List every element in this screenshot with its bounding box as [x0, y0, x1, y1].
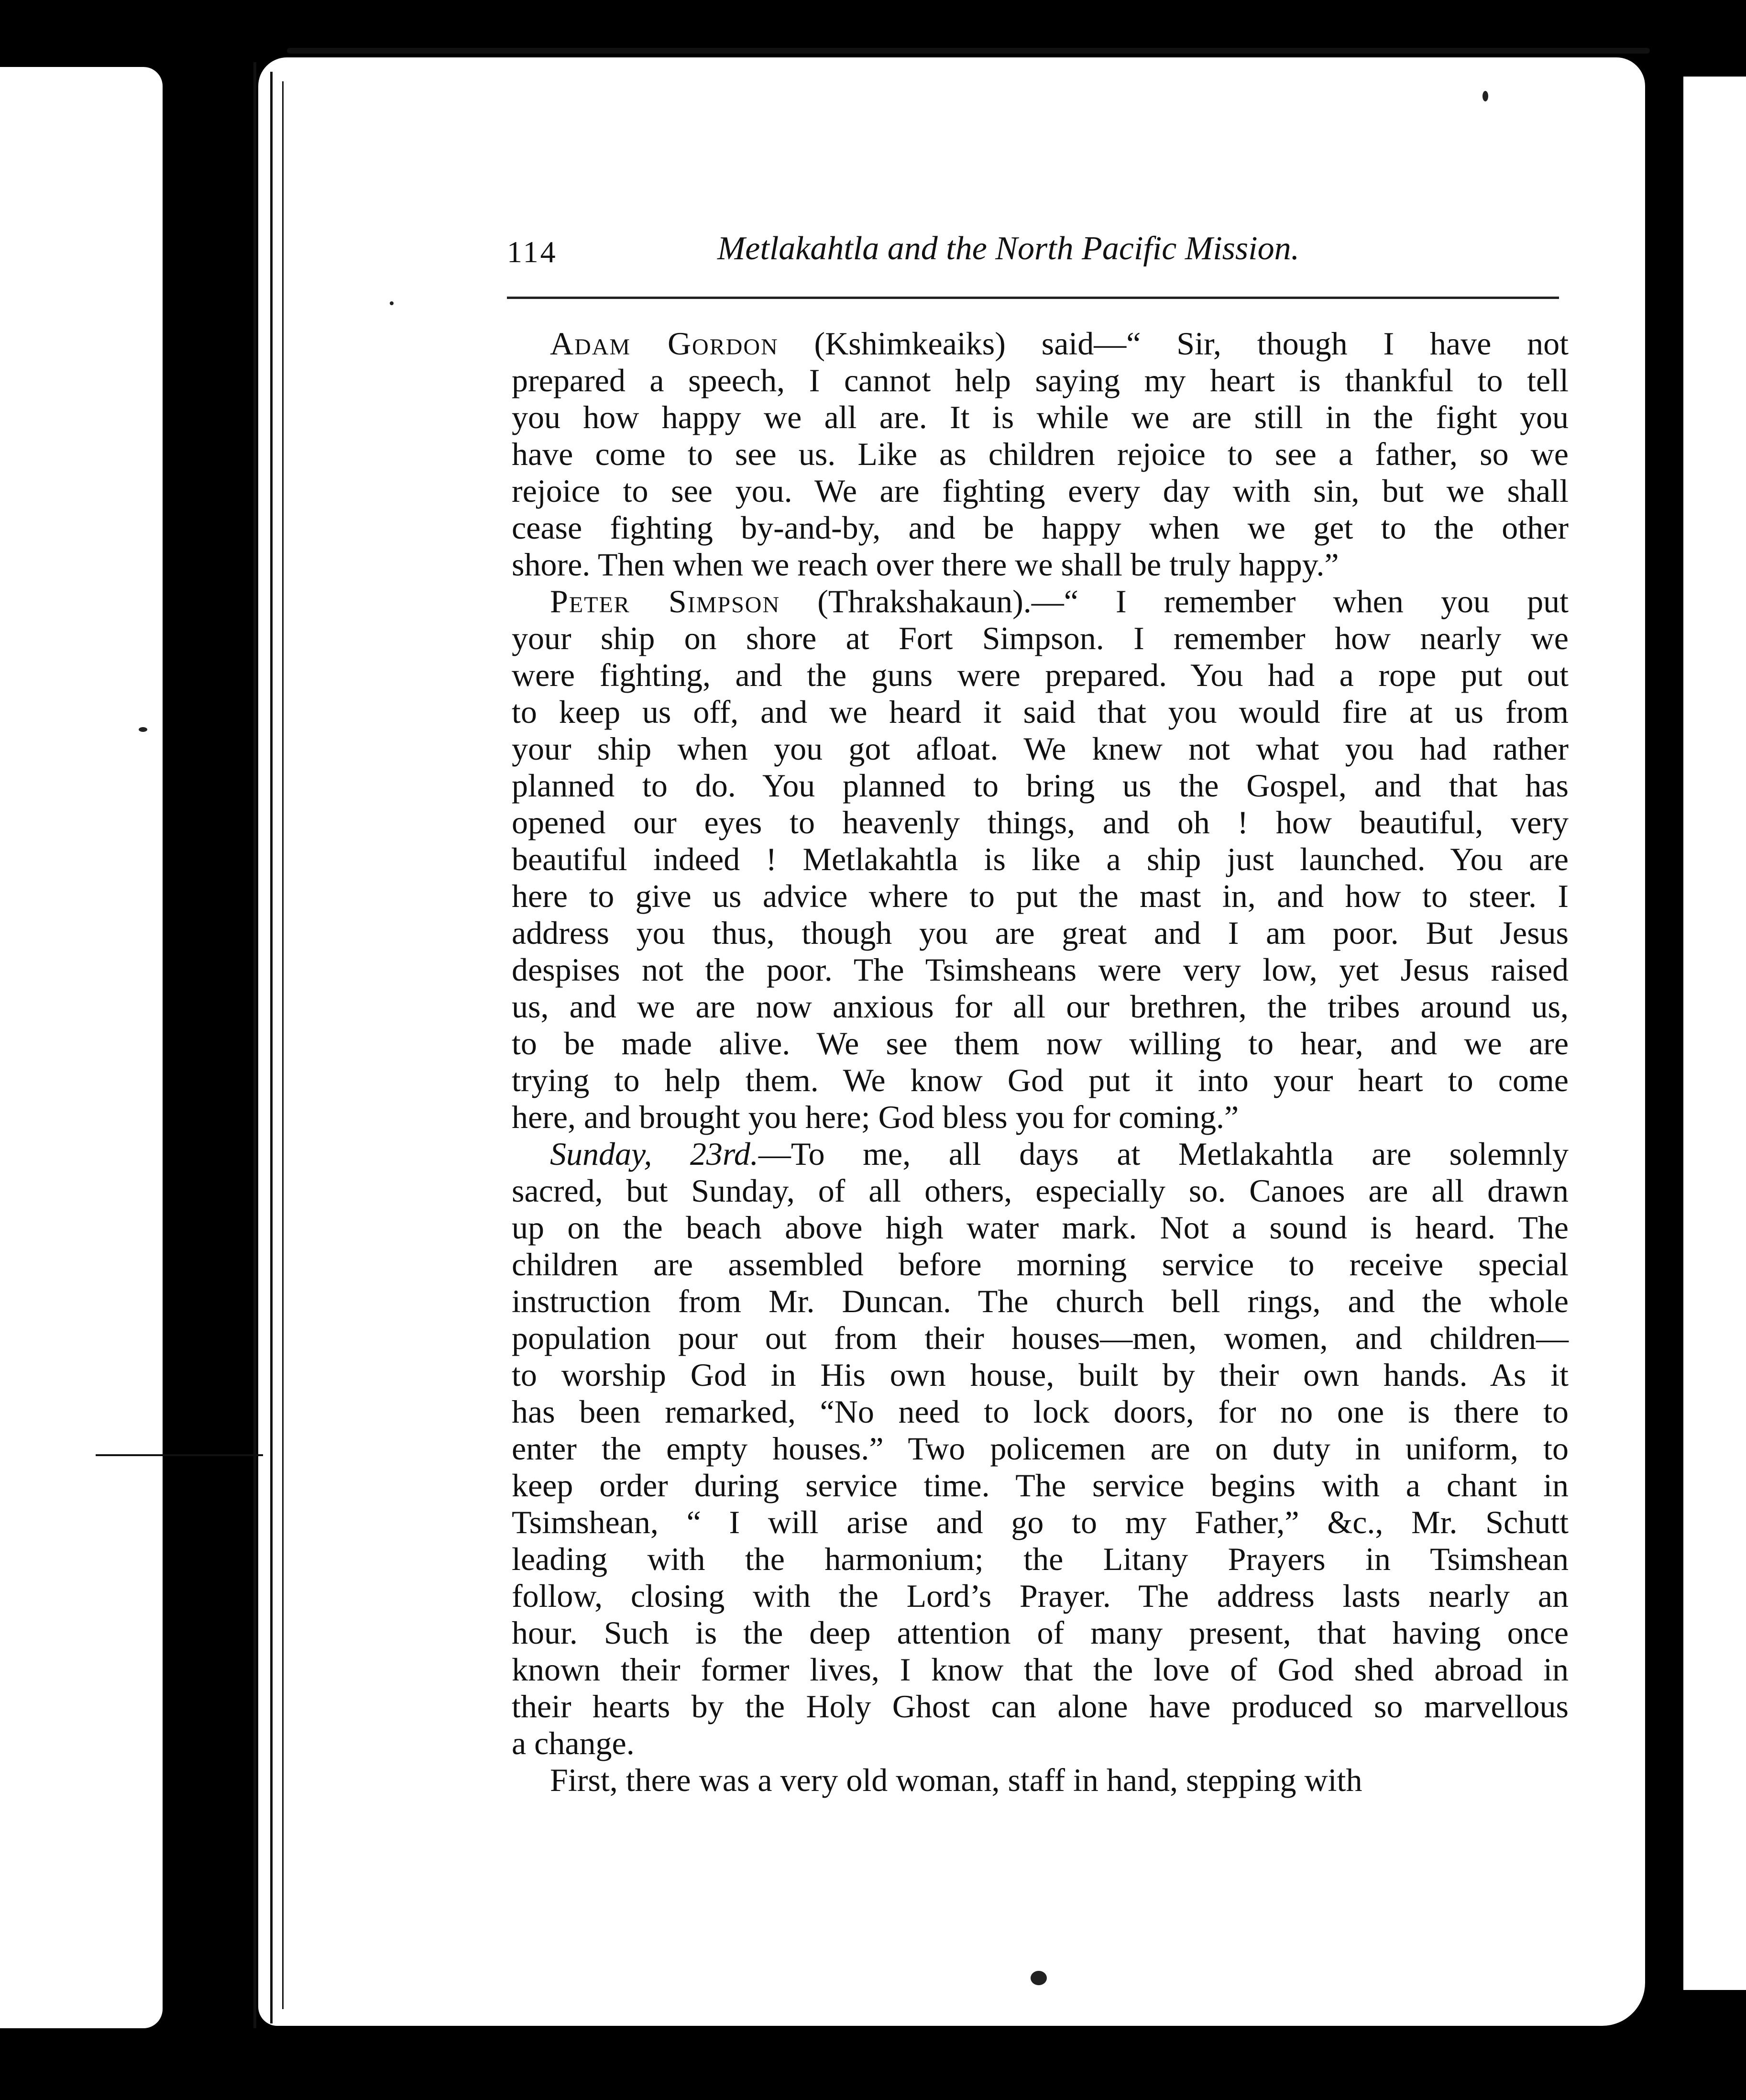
line-text: beautiful indeed ! Metlakahtla is like a ship just launched. You are	[512, 841, 1569, 877]
line-text: hour. Such is the deep attention of many present, that having once	[512, 1614, 1569, 1651]
line-text: your ship when you got afloat. We knew not what you had rather	[512, 730, 1569, 767]
text-line	[512, 1172, 1569, 1209]
text-line	[512, 1541, 1569, 1578]
text-line	[512, 473, 1569, 509]
speaker-name: Adam Gordon	[550, 325, 779, 362]
line-text: you how happy we all are. It is while we are still in the fight you	[512, 399, 1569, 435]
adjacent-page-edge-left	[0, 67, 163, 2028]
text-line	[512, 1578, 1569, 1614]
line-text: to be made alive. We see them now willing to hear, and we are	[512, 1025, 1569, 1061]
line-text: sacred, but Sunday, of all others, especially so. Canoes are all drawn	[512, 1172, 1569, 1209]
text-line	[512, 804, 1569, 841]
line-text: to worship God in His own house, built by their own hands. As it	[512, 1357, 1569, 1393]
line-text: children are assembled before morning service to receive special	[512, 1246, 1569, 1282]
date-heading: Sunday, 23rd.	[550, 1136, 758, 1172]
text-line	[512, 1246, 1569, 1283]
line-text: were fighting, and the guns were prepared. You had a rope put out	[512, 657, 1569, 693]
text-line	[512, 1062, 1569, 1099]
body-text	[512, 325, 1569, 1799]
speaker-name: Peter Simpson	[550, 583, 780, 619]
text-line	[512, 767, 1569, 804]
text-line	[512, 1504, 1569, 1541]
text-line	[512, 325, 1569, 362]
line-text: here to give us advice where to put the mast in, and how to steer. I	[512, 878, 1569, 914]
text-line	[512, 1725, 1569, 1762]
text-line	[512, 1762, 1569, 1799]
text-line	[512, 1430, 1569, 1467]
line-text: despises not the poor. The Tsimsheans were very low, yet Jesus raised	[512, 951, 1569, 988]
page-number: 114	[507, 235, 558, 269]
line-text: follow, closing with the Lord’s Prayer. The address lasts nearly an	[512, 1578, 1569, 1614]
adjacent-page-edge-right	[1683, 77, 1746, 1990]
text-line	[512, 1688, 1569, 1725]
line-text: known their former lives, I know that the love of God shed abroad in	[512, 1651, 1569, 1688]
line-text: First, there was a very old woman, staff in hand, stepping with	[550, 1762, 1362, 1798]
text-line	[512, 1025, 1569, 1062]
header-rule	[507, 297, 1559, 299]
line-text: opened our eyes to heavenly things, and oh ! how beautiful, very	[512, 804, 1569, 840]
page-top-edge	[287, 48, 1650, 54]
line-text: your ship on shore at Fort Simpson. I remember how nearly we	[512, 620, 1569, 656]
text-line	[512, 362, 1569, 399]
line-text: keep order during service time. The service begins with a chant in	[512, 1467, 1569, 1503]
text-line	[512, 730, 1569, 767]
line-text: prepared a speech, I cannot help saying my heart is thankful to tell	[512, 362, 1569, 398]
line-text: population pour out from their houses—men, women, and children—	[512, 1320, 1569, 1356]
text-line	[512, 436, 1569, 473]
text-line	[512, 1393, 1569, 1430]
line-text: us, and we are now anxious for all our brethren, the tribes around us,	[512, 988, 1569, 1025]
gutter-rule-inner	[270, 72, 273, 2023]
text-line	[512, 1614, 1569, 1651]
text-line	[512, 546, 1569, 583]
line-text: cease fighting by-and-by, and be happy when we get to the other	[512, 509, 1569, 546]
line-text: Tsimshean, “ I will arise and go to my Father,” &c., Mr. Schutt	[512, 1504, 1569, 1540]
text-line	[512, 1136, 1569, 1172]
text-line	[512, 1209, 1569, 1246]
line-text: (Kshimkeaiks) said—“ Sir, though I have not	[778, 325, 1569, 362]
running-title: Metlakahtla and the North Pacific Mission.	[717, 230, 1300, 267]
line-text: enter the empty houses.” Two policemen are on duty in uniform, to	[512, 1430, 1569, 1467]
scan-speck	[1031, 1971, 1047, 1985]
text-line	[512, 915, 1569, 951]
text-line	[512, 1467, 1569, 1504]
gutter-rule-inner-2	[282, 81, 284, 2009]
scan-speck	[1482, 91, 1488, 101]
text-line	[512, 657, 1569, 694]
text-line	[512, 878, 1569, 915]
text-line	[512, 583, 1569, 620]
line-text: instruction from Mr. Duncan. The church bell rings, and the whole	[512, 1283, 1569, 1319]
line-text: rejoice to see you. We are fighting every day with sin, but we shall	[512, 473, 1569, 509]
text-line	[512, 509, 1569, 546]
line-text: their hearts by the Holy Ghost can alone have produced so marvellous	[512, 1688, 1569, 1724]
line-text: up on the beach above high water mark. Not a sound is heard. The	[512, 1209, 1569, 1246]
line-text: to keep us off, and we heard it said that you would fire at us from	[512, 694, 1569, 730]
scan-speck	[390, 301, 394, 305]
running-head	[507, 225, 1559, 287]
line-text: —To me, all days at Metlakahtla are solemnly	[758, 1136, 1569, 1172]
text-line	[512, 1357, 1569, 1393]
line-text: have come to see us. Like as children rejoice to see a father, so we	[512, 436, 1569, 472]
text-line	[512, 951, 1569, 988]
text-line	[512, 399, 1569, 436]
line-text: shore. Then when we reach over there we shall be truly happy.”	[512, 546, 1339, 583]
text-line	[512, 1099, 1569, 1136]
line-text: trying to help them. We know God put it into your heart to come	[512, 1062, 1569, 1098]
line-text: here, and brought you here; God bless you for coming.”	[512, 1099, 1239, 1135]
gutter-rule-outer	[253, 62, 256, 2028]
text-line	[512, 1651, 1569, 1688]
line-text: leading with the harmonium; the Litany Prayers in Tsimshean	[512, 1541, 1569, 1577]
line-text: planned to do. You planned to bring us the Gospel, and that has	[512, 767, 1569, 804]
scan-speck	[139, 727, 147, 732]
text-line	[512, 841, 1569, 878]
text-line	[512, 694, 1569, 730]
margin-fold-line	[96, 1454, 263, 1456]
line-text: has been remarked, “No need to lock doors, for no one is there to	[512, 1393, 1569, 1430]
line-text: (Thrakshakaun).—“ I remember when you put	[780, 583, 1569, 619]
text-line	[512, 620, 1569, 657]
text-line	[512, 1320, 1569, 1357]
line-text: address you thus, though you are great and I am poor. But Jesus	[512, 915, 1569, 951]
text-line	[512, 1283, 1569, 1320]
line-text: a change.	[512, 1725, 635, 1761]
text-line	[512, 988, 1569, 1025]
